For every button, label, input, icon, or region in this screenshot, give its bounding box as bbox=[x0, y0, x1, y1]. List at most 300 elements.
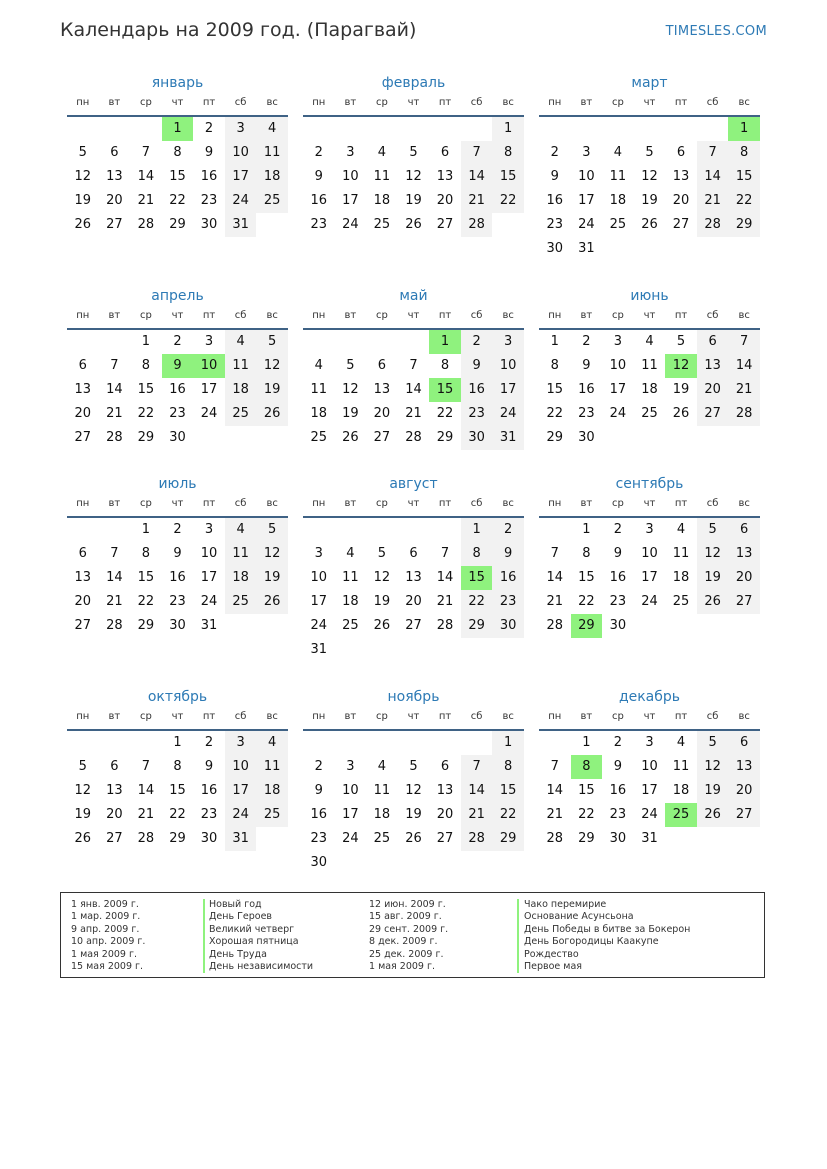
weekday-label: вт bbox=[580, 498, 593, 509]
day-cell: 24 bbox=[342, 217, 359, 232]
day-cell: 1 bbox=[141, 334, 151, 349]
weekday-label: чт bbox=[171, 97, 184, 108]
day-cell: 16 bbox=[169, 570, 186, 585]
day-cell: 7 bbox=[409, 358, 418, 373]
day-cell: 1 bbox=[550, 334, 559, 349]
weekday-label: сб bbox=[470, 711, 483, 722]
weekday-label: ср bbox=[139, 711, 152, 722]
day-cell: 3 bbox=[613, 334, 623, 349]
day-cell: 14 bbox=[546, 783, 564, 798]
day-cell: 24 bbox=[609, 406, 627, 421]
days-grid bbox=[67, 518, 288, 638]
day-cell: 9 bbox=[613, 546, 623, 561]
day-cell: 28 bbox=[728, 402, 760, 426]
day-cell: 12 bbox=[256, 354, 288, 378]
day-cell: 18 bbox=[225, 378, 257, 402]
day-cell: 26 bbox=[405, 217, 422, 232]
day-cell: 10 bbox=[310, 570, 328, 585]
day-cell: 12 bbox=[373, 570, 391, 585]
day-cell: 16 bbox=[461, 378, 493, 402]
day-cell: 13 bbox=[728, 755, 760, 779]
day-cell: 14 bbox=[405, 382, 422, 397]
day-cell: 10 bbox=[342, 783, 359, 798]
day-cell: 10 bbox=[609, 358, 627, 373]
day-cell: 27 bbox=[373, 430, 391, 445]
day-cell: 15 bbox=[728, 165, 760, 189]
day-cell: 13 bbox=[436, 169, 454, 184]
day-cell: 19 bbox=[672, 382, 690, 397]
weekday-label: пт bbox=[674, 310, 688, 321]
day-cell: 19 bbox=[342, 406, 359, 421]
day-cell: 15 bbox=[492, 165, 524, 189]
day-cell: 20 bbox=[74, 594, 92, 609]
day-empty bbox=[130, 731, 162, 755]
day-cell: 23 bbox=[546, 217, 564, 232]
day-cell: 8 bbox=[492, 755, 524, 779]
day-cell: 17 bbox=[641, 783, 658, 798]
weekday-label: чт bbox=[407, 310, 420, 321]
weekday-label: сб bbox=[470, 97, 483, 108]
weekday-label: пт bbox=[438, 711, 452, 722]
day-cell: 29 bbox=[137, 618, 155, 633]
weekday-label: вт bbox=[108, 498, 121, 509]
day-cell: 12 bbox=[697, 755, 729, 779]
weekday-label: ср bbox=[611, 498, 624, 509]
day-cell: 24 bbox=[641, 594, 658, 609]
weekday-label: пт bbox=[438, 97, 452, 108]
day-empty bbox=[99, 117, 131, 141]
day-cell: 11 bbox=[256, 755, 288, 779]
weekday-label: ср bbox=[375, 711, 388, 722]
day-cell: 16 bbox=[546, 193, 564, 208]
day-cell: 7 bbox=[728, 330, 760, 354]
day-cell: 23 bbox=[310, 217, 328, 232]
weekday-label: вс bbox=[266, 498, 278, 509]
day-cell: 13 bbox=[436, 783, 454, 798]
day-cell: 15 bbox=[492, 779, 524, 803]
weekday-label: пн bbox=[312, 97, 326, 108]
day-empty bbox=[602, 117, 634, 141]
day-cell: 28 bbox=[697, 213, 729, 237]
weekday-label: вт bbox=[344, 97, 357, 108]
day-cell: 23 bbox=[492, 590, 524, 614]
day-cell: 14 bbox=[137, 169, 155, 184]
day-cell: 28 bbox=[106, 430, 123, 445]
day-cell: 7 bbox=[697, 141, 729, 165]
day-cell: 15 bbox=[429, 378, 461, 402]
day-empty bbox=[539, 731, 571, 755]
day-cell: 4 bbox=[225, 330, 257, 354]
day-cell: 26 bbox=[405, 831, 422, 846]
day-cell: 8 bbox=[461, 542, 493, 566]
weekday-label: чт bbox=[171, 711, 184, 722]
day-empty bbox=[303, 518, 335, 542]
day-empty bbox=[539, 518, 571, 542]
days-grid bbox=[539, 117, 760, 261]
weekday-label: вс bbox=[502, 310, 514, 321]
weekday-label: пн bbox=[76, 97, 90, 108]
day-cell: 2 bbox=[314, 759, 323, 774]
weekday-label: чт bbox=[171, 498, 184, 509]
day-cell: 20 bbox=[436, 807, 454, 822]
weekday-label: пн bbox=[312, 310, 326, 321]
legend-name: День Победы в битве за Бокерон bbox=[524, 923, 691, 935]
weekday-label: вс bbox=[266, 310, 278, 321]
day-cell: 18 bbox=[641, 382, 658, 397]
day-cell: 4 bbox=[676, 522, 686, 537]
day-cell: 7 bbox=[461, 141, 493, 165]
day-cell: 17 bbox=[200, 382, 218, 397]
month-block bbox=[303, 286, 524, 450]
legend-date: 9 апр. 2009 г. bbox=[71, 923, 140, 935]
days-grid bbox=[303, 518, 524, 662]
day-cell: 23 bbox=[169, 594, 186, 609]
day-cell: 3 bbox=[204, 334, 214, 349]
weekday-label: сб bbox=[706, 498, 719, 509]
day-cell: 4 bbox=[314, 358, 323, 373]
weekday-label: вт bbox=[580, 97, 593, 108]
day-cell: 22 bbox=[492, 189, 524, 213]
day-cell: 20 bbox=[728, 779, 760, 803]
day-cell: 22 bbox=[169, 807, 186, 822]
day-empty bbox=[634, 117, 666, 141]
day-empty bbox=[99, 731, 131, 755]
day-cell: 21 bbox=[405, 406, 422, 421]
day-cell: 21 bbox=[697, 189, 729, 213]
day-cell: 20 bbox=[697, 378, 729, 402]
weekday-label: ср bbox=[611, 97, 624, 108]
weekday-label: ср bbox=[611, 711, 624, 722]
day-cell: 19 bbox=[405, 807, 422, 822]
day-cell: 13 bbox=[373, 382, 391, 397]
legend-date: 8 дек. 2009 г. bbox=[369, 936, 438, 948]
days-grid bbox=[67, 731, 288, 851]
day-cell: 23 bbox=[310, 831, 328, 846]
weekday-label: пт bbox=[438, 310, 452, 321]
day-cell: 3 bbox=[645, 735, 654, 750]
weekday-label: чт bbox=[643, 711, 656, 722]
day-cell: 19 bbox=[373, 594, 391, 609]
day-cell: 6 bbox=[409, 546, 418, 561]
legend-name: Новый год bbox=[209, 899, 262, 910]
day-cell: 4 bbox=[346, 546, 355, 561]
weekday-label: вт bbox=[108, 97, 121, 108]
legend-date: 25 дек. 2009 г. bbox=[369, 948, 444, 960]
day-cell: 24 bbox=[641, 807, 658, 822]
day-empty bbox=[429, 731, 461, 755]
day-empty bbox=[303, 731, 335, 755]
day-cell: 20 bbox=[106, 193, 123, 208]
day-empty bbox=[335, 117, 367, 141]
day-cell: 1 bbox=[492, 731, 524, 755]
legend-name: Хорошая пятница bbox=[209, 936, 299, 948]
month-block bbox=[67, 687, 288, 851]
day-cell: 1 bbox=[492, 117, 524, 141]
day-empty bbox=[99, 330, 131, 354]
day-cell: 18 bbox=[373, 807, 391, 822]
day-cell: 7 bbox=[110, 358, 119, 373]
day-cell: 10 bbox=[225, 755, 257, 779]
weekday-header bbox=[67, 93, 288, 117]
day-cell: 27 bbox=[728, 590, 760, 614]
legend-marker bbox=[517, 899, 519, 973]
day-cell: 8 bbox=[141, 358, 151, 373]
day-cell: 2 bbox=[204, 121, 214, 136]
legend-name: Великий четверг bbox=[209, 923, 295, 935]
day-cell: 22 bbox=[461, 590, 493, 614]
day-empty bbox=[539, 117, 571, 141]
weekday-header bbox=[67, 707, 288, 731]
day-cell: 13 bbox=[672, 169, 690, 184]
weekday-label: вс bbox=[738, 711, 750, 722]
day-empty bbox=[665, 117, 697, 141]
day-empty bbox=[366, 518, 398, 542]
day-cell: 11 bbox=[373, 169, 391, 184]
day-empty bbox=[303, 117, 335, 141]
day-cell: 17 bbox=[225, 165, 257, 189]
weekday-label: чт bbox=[643, 97, 656, 108]
day-empty bbox=[130, 117, 162, 141]
day-cell: 30 bbox=[609, 618, 627, 633]
day-cell: 20 bbox=[728, 566, 760, 590]
day-cell: 3 bbox=[492, 330, 524, 354]
day-empty bbox=[67, 731, 99, 755]
day-cell: 28 bbox=[137, 831, 155, 846]
weekday-label: чт bbox=[643, 310, 656, 321]
month-name: февраль bbox=[381, 75, 446, 91]
day-cell: 30 bbox=[492, 614, 524, 638]
day-cell: 21 bbox=[546, 594, 564, 609]
day-empty bbox=[398, 518, 430, 542]
day-cell: 8 bbox=[173, 759, 182, 774]
day-cell: 16 bbox=[200, 783, 218, 798]
day-cell: 27 bbox=[672, 217, 690, 232]
weekday-label: пт bbox=[674, 711, 688, 722]
weekday-label: сб bbox=[470, 498, 483, 509]
legend-date: 29 сент. 2009 г. bbox=[369, 923, 449, 935]
day-cell: 18 bbox=[342, 594, 359, 609]
day-empty bbox=[67, 330, 99, 354]
day-cell: 6 bbox=[377, 358, 387, 373]
day-cell: 12 bbox=[405, 783, 422, 798]
weekday-label: ср bbox=[611, 310, 624, 321]
day-cell: 26 bbox=[74, 217, 92, 232]
day-cell: 22 bbox=[436, 406, 454, 421]
day-cell: 7 bbox=[550, 546, 559, 561]
day-cell: 4 bbox=[256, 731, 288, 755]
day-cell: 10 bbox=[641, 759, 658, 774]
day-cell: 26 bbox=[373, 618, 391, 633]
days-grid bbox=[303, 117, 524, 237]
day-empty bbox=[335, 518, 367, 542]
weekday-label: сб bbox=[234, 498, 247, 509]
day-cell: 14 bbox=[461, 165, 493, 189]
day-cell: 16 bbox=[578, 382, 595, 397]
day-cell: 5 bbox=[409, 145, 418, 160]
weekday-label: пн bbox=[312, 498, 326, 509]
weekday-label: чт bbox=[407, 498, 420, 509]
day-cell: 28 bbox=[461, 213, 493, 237]
day-empty bbox=[67, 117, 99, 141]
weekday-header bbox=[303, 93, 524, 117]
day-cell: 13 bbox=[405, 570, 422, 585]
legend-date: 15 мая 2009 г. bbox=[71, 961, 144, 973]
day-cell: 9 bbox=[204, 145, 214, 160]
day-cell: 23 bbox=[609, 807, 627, 822]
day-cell: 29 bbox=[137, 430, 155, 445]
weekday-header bbox=[67, 494, 288, 518]
day-empty bbox=[335, 731, 367, 755]
day-cell: 29 bbox=[728, 213, 760, 237]
day-cell: 17 bbox=[310, 594, 328, 609]
day-cell: 20 bbox=[405, 594, 422, 609]
day-cell: 11 bbox=[672, 546, 690, 561]
day-cell: 29 bbox=[571, 614, 603, 638]
day-cell: 27 bbox=[106, 217, 123, 232]
day-cell: 28 bbox=[106, 618, 123, 633]
day-cell: 10 bbox=[342, 169, 359, 184]
day-cell: 8 bbox=[440, 358, 450, 373]
day-cell: 5 bbox=[78, 145, 87, 160]
weekday-label: пн bbox=[548, 498, 562, 509]
day-cell: 27 bbox=[436, 217, 454, 232]
day-cell: 8 bbox=[492, 141, 524, 165]
day-cell: 15 bbox=[578, 783, 595, 798]
day-empty bbox=[366, 330, 398, 354]
days-grid bbox=[303, 330, 524, 450]
day-cell: 25 bbox=[310, 430, 328, 445]
day-cell: 2 bbox=[173, 522, 182, 537]
day-cell: 23 bbox=[461, 402, 493, 426]
day-cell: 13 bbox=[106, 783, 123, 798]
day-cell: 30 bbox=[461, 426, 493, 450]
weekday-label: пн bbox=[548, 97, 562, 108]
legend-date: 1 мая 2009 г. bbox=[369, 961, 435, 973]
weekday-label: вс bbox=[502, 498, 514, 509]
weekday-label: чт bbox=[407, 97, 420, 108]
day-cell: 11 bbox=[609, 169, 627, 184]
day-cell: 17 bbox=[641, 570, 658, 585]
holiday-legend bbox=[60, 892, 765, 978]
day-cell: 18 bbox=[310, 406, 328, 421]
day-cell: 1 bbox=[582, 735, 591, 750]
day-cell: 5 bbox=[256, 518, 288, 542]
day-cell: 20 bbox=[74, 406, 92, 421]
day-cell: 26 bbox=[256, 402, 288, 426]
day-empty bbox=[303, 330, 335, 354]
day-cell: 25 bbox=[665, 803, 697, 827]
day-cell: 31 bbox=[225, 827, 257, 851]
day-cell: 31 bbox=[225, 213, 257, 237]
day-cell: 22 bbox=[492, 803, 524, 827]
day-cell: 22 bbox=[578, 807, 595, 822]
day-cell: 14 bbox=[106, 382, 123, 397]
day-cell: 19 bbox=[697, 566, 729, 590]
day-cell: 11 bbox=[256, 141, 288, 165]
legend-date: 1 янв. 2009 г. bbox=[71, 899, 139, 910]
day-cell: 11 bbox=[225, 542, 257, 566]
day-cell: 30 bbox=[200, 217, 218, 232]
day-cell: 23 bbox=[169, 406, 186, 421]
day-cell: 24 bbox=[200, 406, 218, 421]
days-grid bbox=[303, 731, 524, 875]
day-cell: 27 bbox=[728, 803, 760, 827]
day-cell: 5 bbox=[697, 518, 729, 542]
day-cell: 4 bbox=[377, 145, 387, 160]
day-cell: 4 bbox=[225, 518, 257, 542]
weekday-label: пн bbox=[76, 711, 90, 722]
day-cell: 19 bbox=[256, 566, 288, 590]
day-cell: 15 bbox=[169, 783, 186, 798]
day-cell: 24 bbox=[225, 803, 257, 827]
legend-date: 15 авг. 2009 г. bbox=[369, 911, 442, 923]
day-cell: 15 bbox=[578, 570, 595, 585]
day-cell: 30 bbox=[169, 618, 186, 633]
legend-name: День Труда bbox=[209, 948, 267, 960]
weekday-label: сб bbox=[234, 310, 247, 321]
day-empty bbox=[697, 117, 729, 141]
month-name: сентябрь bbox=[615, 476, 684, 492]
day-cell: 14 bbox=[728, 354, 760, 378]
day-cell: 24 bbox=[492, 402, 524, 426]
day-cell: 23 bbox=[578, 406, 595, 421]
day-cell: 18 bbox=[672, 783, 690, 798]
weekday-label: пт bbox=[674, 97, 688, 108]
day-cell: 3 bbox=[346, 759, 355, 774]
day-cell: 5 bbox=[409, 759, 418, 774]
days-grid bbox=[539, 330, 760, 450]
weekday-header bbox=[539, 494, 760, 518]
weekday-header bbox=[539, 707, 760, 731]
legend-name: Первое мая bbox=[524, 961, 582, 973]
day-cell: 17 bbox=[609, 382, 627, 397]
day-cell: 6 bbox=[728, 518, 760, 542]
site-link[interactable]: TIMESLES.COM bbox=[665, 24, 767, 39]
day-cell: 29 bbox=[492, 827, 524, 851]
day-cell: 11 bbox=[310, 382, 328, 397]
day-cell: 16 bbox=[492, 566, 524, 590]
day-cell: 19 bbox=[256, 378, 288, 402]
month-block bbox=[539, 687, 760, 851]
day-empty bbox=[366, 117, 398, 141]
day-cell: 25 bbox=[256, 189, 288, 213]
day-empty bbox=[461, 117, 493, 141]
day-cell: 21 bbox=[461, 803, 493, 827]
day-cell: 5 bbox=[377, 546, 387, 561]
day-cell: 2 bbox=[613, 522, 623, 537]
day-cell: 26 bbox=[256, 590, 288, 614]
weekday-label: пт bbox=[202, 498, 216, 509]
day-cell: 29 bbox=[169, 217, 186, 232]
day-cell: 22 bbox=[137, 406, 155, 421]
day-cell: 7 bbox=[141, 759, 151, 774]
weekday-header bbox=[539, 93, 760, 117]
day-cell: 14 bbox=[106, 570, 123, 585]
day-cell: 9 bbox=[162, 354, 194, 378]
day-empty bbox=[398, 731, 430, 755]
day-cell: 8 bbox=[550, 358, 559, 373]
day-cell: 14 bbox=[461, 779, 493, 803]
day-cell: 14 bbox=[546, 570, 564, 585]
day-cell: 20 bbox=[373, 406, 391, 421]
weekday-header bbox=[303, 494, 524, 518]
month-block bbox=[303, 474, 524, 662]
day-cell: 30 bbox=[578, 430, 595, 445]
weekday-header bbox=[303, 306, 524, 330]
day-cell: 3 bbox=[204, 522, 214, 537]
day-cell: 27 bbox=[74, 618, 92, 633]
day-cell: 2 bbox=[204, 735, 214, 750]
